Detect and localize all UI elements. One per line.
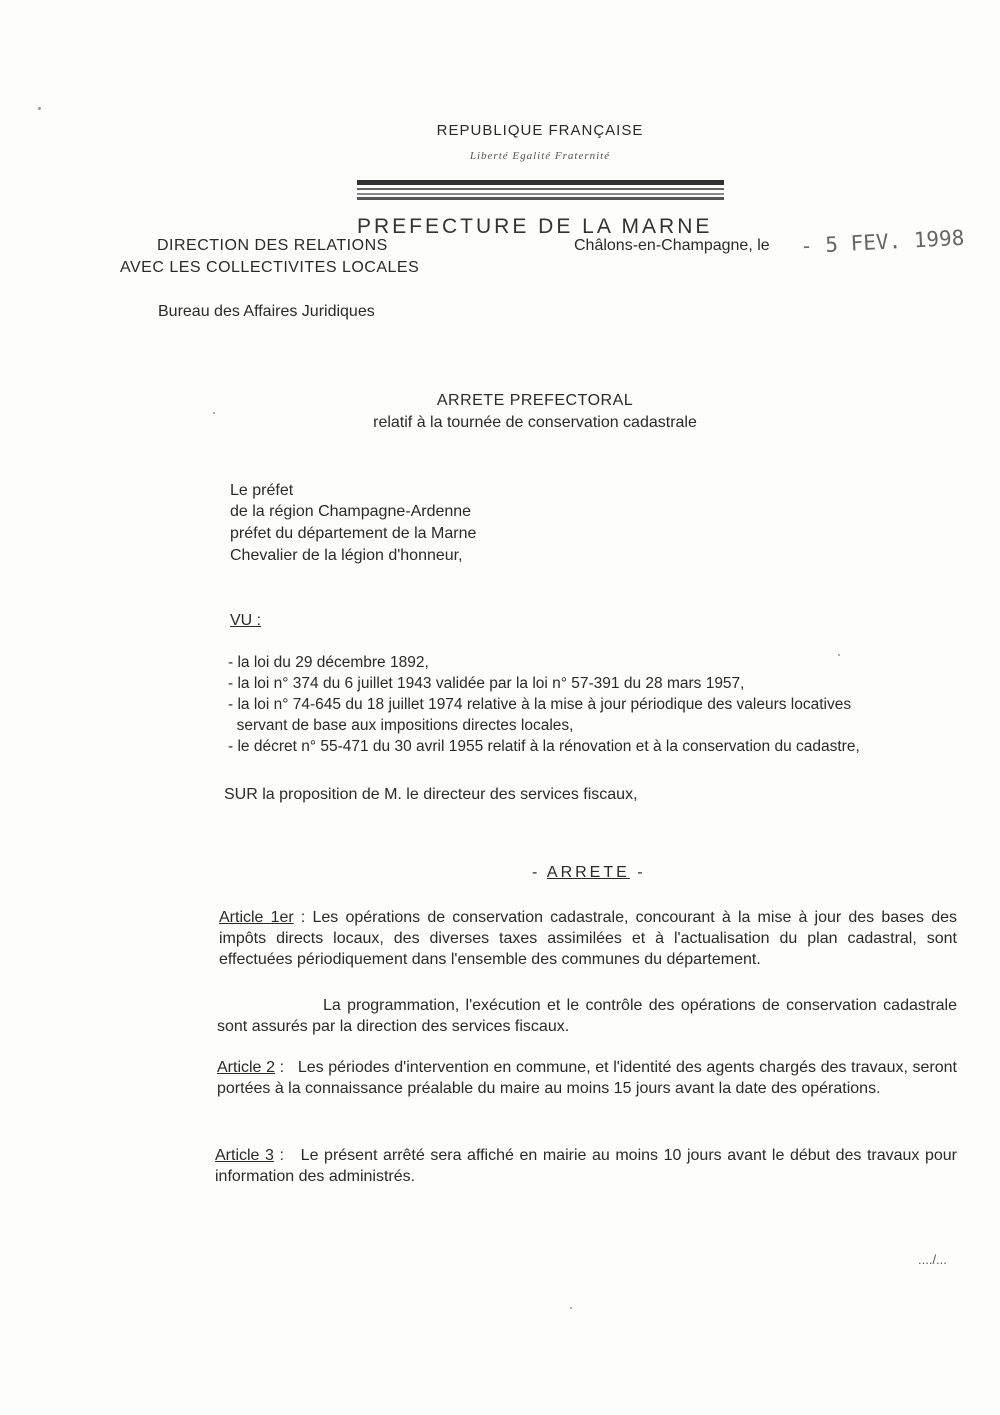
scan-speck [38,107,41,110]
article-3 [215,1145,962,1187]
vu-item: - le décret n° 55-471 du 30 avril 1955 relatif à la rénovation et à la conservation du cadastre, [228,738,860,755]
prefet-line: de la région Champagne-Ardenne [230,503,472,520]
vu-item: - la loi n° 374 du 6 juillet 1943 validée par la loi n° 57-391 du 28 mars 1957, [228,675,745,692]
header-rule [357,188,724,190]
sur-proposition: SUR la proposition de M. le directeur des services fiscaux, [224,786,638,803]
vu-item: - la loi n° 74-645 du 18 juillet 1974 relative à la mise à jour périodique des valeurs locatives [228,696,852,713]
vu-item: servant de base aux impositions directes locales, [228,717,574,734]
scan-speck [570,1307,572,1309]
article-2-text: : Les périodes d'intervention en commune, et l'identité des agents chargés des travaux, seront portées à la connaissance préalable du maire au moins 15 jours avant la date des opérations. [217,1059,962,1097]
direction-line2: AVEC LES COLLECTIVITES LOCALES [120,259,420,276]
vu-heading: VU : [230,612,262,629]
devise: Liberté Egalité Fraternité [469,150,611,162]
arrete-heading: - ARRETE - [532,864,646,881]
arrete-heading-text: ARRETE [546,864,630,881]
scan-speck [838,654,840,656]
article-1-text: : Les opérations de conservation cadastrale, concourant à la mise à jour des bases des impôts directs locaux, des diverses taxes assimilées et à l'actualisation du plan cadastral, sont effectuées périodiquement dans l'ensemble des communes du département. [219,909,957,968]
prefet-line: préfet du département de la Marne [230,525,477,542]
document-title: ARRETE PREFECTORAL [436,392,634,409]
article-2-label: Article 2 [217,1059,275,1076]
header-rule [357,180,724,185]
scan-speck [213,412,215,414]
bureau: Bureau des Affaires Juridiques [158,303,375,320]
article-1-paragraph-2: La programmation, l'exécution et le contrôle des opérations de conservation cadastrale sont assurés par la direction des services fiscaux. [217,997,957,1035]
article-3-label: Article 3 [215,1147,274,1164]
continuation-mark: ..../... [918,1252,947,1267]
document-subtitle: relatif à la tournée de conservation cadastrale [373,414,697,431]
header-rule [357,193,724,195]
prefecture-name: PREFECTURE DE LA MARNE [357,215,713,238]
article-1-label: Article 1er [219,909,294,926]
date-stamp: - 5 FEV. 1998 [799,225,965,259]
article-2 [217,1057,962,1099]
prefet-line: Chevalier de la légion d'honneur, [230,547,463,564]
header-rule [357,197,724,200]
article-1 [219,907,957,970]
prefet-line: Le préfet [230,482,294,499]
place-date: Châlons-en-Champagne, le [574,237,770,254]
republique-francaise-heading: REPUBLIQUE FRANÇAISE [436,122,644,139]
article-3-text: : Le présent arrêté sera affiché en mairie au moins 10 jours avant le début des travaux pour information des administrés. [215,1147,962,1185]
vu-list [228,652,860,757]
direction-line1: DIRECTION DES RELATIONS [157,237,388,254]
vu-item: - la loi du 29 décembre 1892, [228,654,429,671]
